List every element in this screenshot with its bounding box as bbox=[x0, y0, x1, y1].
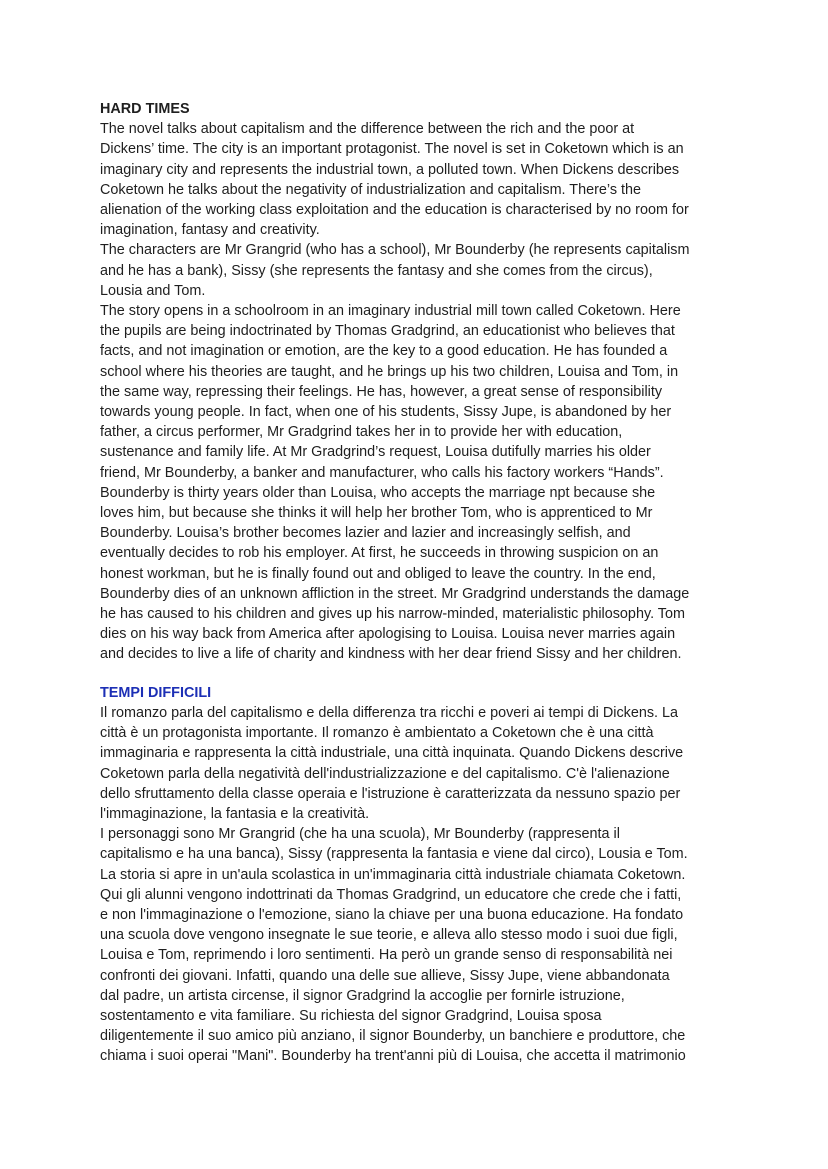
italian-title: TEMPI DIFFICILI bbox=[100, 684, 212, 701]
english-title: HARD TIMES bbox=[100, 101, 190, 117]
italian-paragraph-characters: I personaggi sono Mr Grangrid (che ha una scuola), Mr Bounderby (rappresenta il capitalismo e ha una banca), Sissy (rappresenta la fantasia e viene dal circo), Lousia e Tom. bbox=[100, 826, 688, 863]
english-paragraph-intro: The novel talks about capitalism and the difference between the rich and the poor at Dickens’ time. The city is an important protagonist. The novel is set in Coketown which is an imaginary city and represents the industrial town, a polluted town. When Dickens describes Coketown he talks about the negativity of industrialization and capitalism. There’s the alienation of the working class exploitation and the education is characterised by no room for imagination, fantasy and creativity. bbox=[100, 121, 689, 239]
italian-paragraph-plot: La storia si apre in un'aula scolastica in un'immaginaria città industriale chiamata Coketown. Qui gli alunni vengono indottrinati da Thomas Gradgrind, un educatore che crede che i fatti, e non l'immaginazione o l'emozione, siano la chiave per una buona educazione. Ha fondato una scuola dove vengono insegnate le sue teorie, e alleva allo stesso modo i suoi due figli, Louisa e Tom, reprimendo i loro sentimenti. Ha però un grande senso di responsabilità nei confronti dei giovani. Infatti, quando una delle sue allieve, Sissy Jupe, viene abbandonata dal padre, un artista circense, il signor Gradgrind la accoglie per fornirle istruzione, sostentamento e vita familiare. Su richiesta del signor Gradgrind, Louisa sposa diligentemente il suo amico più anziano, il signor Bounderby, un banchiere e produttore, che chiama i suoi operai "Mani". Bounderby ha trent'anni più di Louisa, che accetta il matrimonio bbox=[100, 866, 686, 1065]
english-section bbox=[100, 99, 748, 665]
italian-paragraph-intro: Il romanzo parla del capitalismo e della differenza tra ricchi e poveri ai tempi di Dickens. La città è un protagonista importante. Il romanzo è ambientato a Coketown che è una città immaginaria e rappresenta la città industriale, una città inquinata. Quando Dickens descrive Coketown parla della negatività dell'industrializzazione e del capitalismo. C'è l'alienazione dello sfruttamento della classe operaia e l'istruzione è caratterizzata da nessuno spazio per l'immaginazione, la fantasia e la creatività. bbox=[100, 704, 684, 822]
italian-section bbox=[100, 683, 748, 1067]
english-paragraph-plot: The story opens in a schoolroom in an imaginary industrial mill town called Coketown. Here the pupils are being indoctrinated by Thomas Gradgrind, an educationist who believes that facts, and not imagination or emotion, are the key to a good education. He has founded a school where his theories are taught, and he brings up his two children, Louisa and Tom, in the same way, repressing their feelings. He has, however, a great sense of responsibility towards young people. In fact, when one of his students, Sissy Jupe, is abandoned by her father, a circus performer, Mr Gradgrind takes her in to provide her with education, sustenance and family life. At Mr Gradgrind’s request, Louisa dutifully marries his older friend, Mr Bounderby, a banker and manufacturer, who calls his factory workers “Hands”. Bounderby is thirty years older than Louisa, who accepts the marriage npt because she loves him, but because she thinks it will help her brother Tom, who is apprenticed to Mr Bounderby. Louisa’s brother becomes lazier and lazier and increasingly selfish, and eventually decides to rob his employer. At first, he succeeds in throwing suspicion on an honest workman, but he is finally found out and obliged to leave the country. In the end, Bounderby dies of an unknown affliction in the street. Mr Gradgrind understands the damage he has caused to his children and gives up his narrow-minded, materialistic philosophy. Tom dies on his way back from America after apologising to Louisa. Louisa never marries again and decides to live a life of charity and kindness with her dear friend Sissy and her children. bbox=[100, 303, 690, 663]
english-paragraph-characters: The characters are Mr Grangrid (who has a school), Mr Bounderby (he represents capitalism and he has a bank), Sissy (she represents the fantasy and she comes from the circus), Lousia and Tom. bbox=[100, 242, 690, 299]
section-spacer bbox=[100, 665, 748, 683]
